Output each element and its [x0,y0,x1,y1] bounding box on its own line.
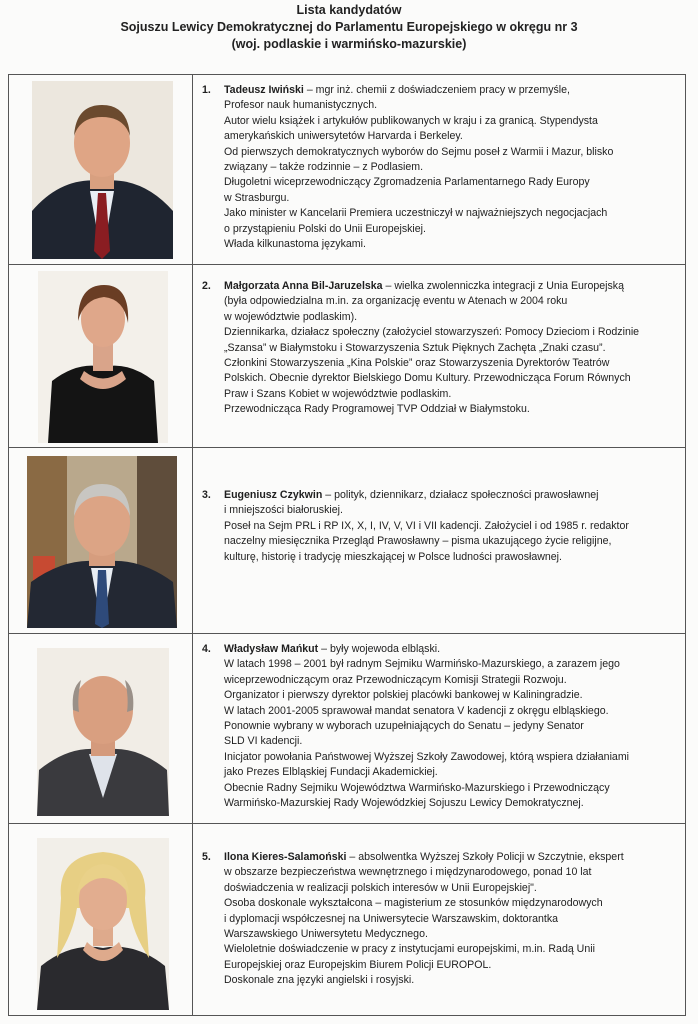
description-line: Włada kilkunastoma językami. [224,238,366,251]
description-line: Warszawskiego Uniwersytetu Medycznego. [224,928,428,941]
candidate-photo [37,648,169,816]
description-line: amerykańskich uniwersytetów Harvarda i Berkeley. [224,130,463,143]
description-line: Poseł na Sejm PRL i RP IX, X, I, IV, V, VI i VII kadencji. Założyciel i od 1985 r. redaktor [224,519,629,532]
candidate-intro: – wielka zwolenniczka integracji z Unia Europejską [382,280,624,292]
candidate-intro: – były wojewoda elbląski. [318,643,441,655]
description-line: naczelny miesięcznika Przegląd Prawosławny – pisma ukazującego życie religijne, [224,535,612,548]
description-line: i mniejszości białoruskiej. [224,504,343,517]
description-line: Przewodnicząca Rady Programowej TVP Oddział w Białymstoku. [224,403,530,416]
candidate-name: Małgorzata Anna Bil-Jaruzelska [224,280,383,292]
photo-cell [9,265,193,447]
description-line: Ponownie wybrany w wyborach uzupełniających do Senatu – jedyny Senator [224,720,584,733]
candidate-name: Władysław Mańkut [224,643,319,655]
description-line: SLD VI kadencji. [224,735,303,748]
header-line-3: (woj. podlaskie i warmińsko-mazurskie) [231,37,467,51]
description-line: w Strasburgu. [224,191,290,204]
description-line: Osoba doskonale wykształcona – magisterium ze stosunków międzynarodowych [224,897,603,910]
description-line: kulturę, historię i tradycję mieszkającej w Polsce ludności prawosławnej. [224,550,562,563]
description-line: Obecnie Radny Sejmiku Województwa Warmińsko-Mazurskiego i Przewodniczący [224,781,610,794]
description-line: związany – także rodzinnie – z Podlasiem. [224,161,424,174]
description-line: Długoletni wiceprzewodniczący Zgromadzenia Parlamentarnego Rady Europy [224,176,590,189]
description-line: Dziennikarka, działacz społeczny (założyciel stowarzyszeń: Pomocy Dzieciom i Rodzinie [224,326,640,339]
candidate-intro: – absolwentka Wyższej Szkoły Policji w Szczytnie, ekspert [346,851,624,863]
candidate-number: 4. [202,643,211,655]
candidate-number: 1. [202,84,211,96]
description-line: Od pierwszych demokratycznych wyborów do Sejmu poseł z Warmii i Mazur, blisko [224,145,614,158]
candidate-name: Ilona Kieres-Salamoński [224,851,347,863]
photo-cell [9,824,193,1015]
candidate-name: Eugeniusz Czykwin [224,489,323,501]
candidate-description [202,488,675,565]
description-line: i dyplomacji współczesnej na Uniwersytecie Warszawskim, doktorantka [224,912,559,925]
description-line: Polskich. Obecnie dyrektor Bielskiego Domu Kultury. Przewodnicząca Forum Równych [224,372,631,385]
description-line: Członkini Stowarzyszenia „Kina Polskie” oraz Stowarzyszenia Dyrektorów Teatrów [224,357,610,370]
candidate-intro: – mgr inż. chemii z doświadczeniem pracy w przemyśle, [303,84,570,96]
description-line: „Szansa” w Białymstoku i Stowarzyszenia Sztuk Pięknych Zachęta „Znaki czasu”. [224,341,606,354]
description-line: Organizator i pierwszy dyrektor polskiej placówki bankowej w Kaliningradzie. [224,689,583,702]
candidate-row [9,824,685,1015]
description-line: Warmińsko-Mazurskiej Rady Wojewódzkiej Sojuszu Lewicy Demokratycznej. [224,797,584,810]
candidate-table [8,74,686,1016]
candidate-description [202,279,675,418]
candidate-number: 5. [202,851,211,863]
description-line: w obszarze bezpieczeństwa wewnętrznego i międzynarodowego, ponad 10 lat [224,866,592,879]
description-line: doświadczenia w realizacji polskich interesów w Unii Europejskiej". [224,881,537,894]
description-line: o przystąpieniu Polski do Unii Europejskiej. [224,222,426,235]
candidate-row [9,75,685,265]
description-line: Inicjator powołania Państwowej Wyższej Szkoły Zawodowej, którą wspiera działaniami [224,750,629,763]
candidate-row [9,265,685,448]
description-line: Praw i Szans Kobiet w województwie podlaskim. [224,387,452,400]
candidate-row [9,634,685,824]
photo-cell [9,448,193,633]
description-line: w województwie podlaskim). [224,310,358,323]
candidate-row [9,448,685,634]
document-header [0,2,698,53]
candidate-number: 3. [202,489,211,501]
candidate-photo [27,456,177,628]
candidate-description [202,850,675,989]
description-line: W latach 1998 – 2001 był radnym Sejmiku Warmińsko-Mazurskiego, a zarazem jego [224,658,620,671]
candidate-photo [32,81,173,259]
description-line: Profesor nauk humanistycznych. [224,99,378,112]
photo-cell [9,75,193,264]
description-line: Doskonale zna języki angielski i rosyjski. [224,974,415,987]
description-line: wiceprzewodniczącym oraz Przewodniczącym Komisji Strategii Rozwoju. [224,673,567,686]
candidate-photo [38,271,168,443]
description-line: Jako minister w Kancelarii Premiera uczestniczył w najważniejszych negocjacjach [224,207,608,220]
candidate-intro: – polityk, dziennikarz, działacz społeczności prawosławnej [322,489,599,501]
description-line: Europejskiej oraz Europejskim Biurem Policji EUROPOL. [224,958,492,971]
description-line: W latach 2001-2005 sprawował mandat senatora V kadencji z okręgu elbląskiego. [224,704,609,717]
header-line-2: Sojuszu Lewicy Demokratycznej do Parlamentu Europejskiego w okręgu nr 3 [120,20,578,34]
candidate-name: Tadeusz Iwiński [224,84,304,96]
description-line: Wieloletnie doświadczenie w pracy z instytucjami europejskimi, m.in. Radą Unii [224,943,595,956]
candidate-photo [37,838,169,1010]
header-line-1: Lista kandydatów [296,3,402,17]
description-line: jako Prezes Elbląskiej Fundacji Akademickiej. [224,766,438,779]
description-line: Autor wielu książek i artykułów publikowanych w kraju i za granicą. Stypendysta [224,114,598,127]
candidate-description [202,642,675,811]
description-line: (była odpowiedzialna m.in. za organizację eventu w Atenach w 2004 roku [224,295,568,308]
candidate-description [202,83,675,252]
candidate-number: 2. [202,280,211,292]
photo-cell [9,634,193,823]
